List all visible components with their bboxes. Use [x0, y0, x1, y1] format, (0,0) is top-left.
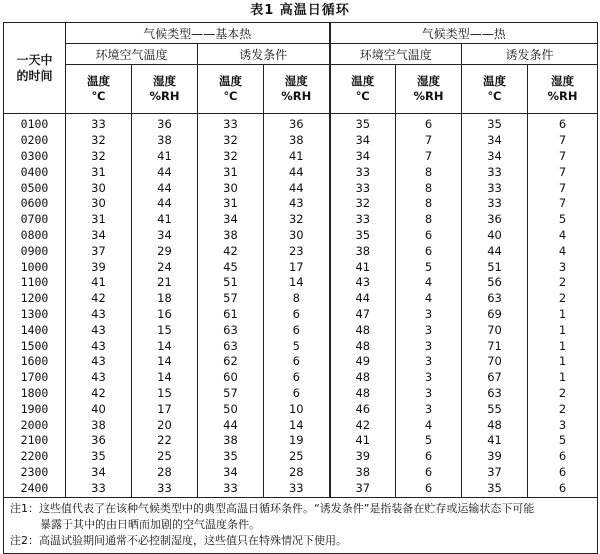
value-cell: 60: [198, 370, 264, 386]
temperature-unit-header: 温度 ℃: [330, 65, 396, 114]
table-row: [4, 164, 598, 180]
value-cell: 35: [462, 480, 528, 497]
value-cell: 29: [132, 243, 198, 259]
value-cell: 41: [264, 149, 330, 165]
table-row: [4, 307, 598, 323]
value-cell: 34: [198, 465, 264, 481]
value-cell: 44: [132, 180, 198, 196]
value-cell: 42: [330, 417, 396, 433]
value-cell: 51: [462, 259, 528, 275]
value-cell: 42: [66, 386, 132, 402]
value-cell: 2: [528, 291, 598, 307]
value-cell: 43: [264, 196, 330, 212]
table-row: [4, 180, 598, 196]
value-cell: 5: [396, 259, 462, 275]
value-cell: 30: [66, 180, 132, 196]
table-row: [4, 370, 598, 386]
value-cell: 32: [198, 149, 264, 165]
value-cell: 48: [330, 322, 396, 338]
value-cell: 2: [528, 386, 598, 402]
table-row: [4, 149, 598, 165]
value-cell: 43: [66, 370, 132, 386]
value-cell: 14: [264, 275, 330, 291]
value-cell: 1: [528, 322, 598, 338]
value-cell: 38: [264, 133, 330, 149]
value-cell: 33: [330, 180, 396, 196]
humidity-unit-header: 湿度 %RH: [132, 65, 198, 114]
value-cell: 33: [132, 480, 198, 497]
value-cell: 1: [528, 307, 598, 323]
value-cell: 4: [528, 228, 598, 244]
value-cell: 14: [132, 338, 198, 354]
value-cell: 30: [66, 196, 132, 212]
time-cell: 0200: [4, 133, 66, 149]
value-cell: 34: [198, 212, 264, 228]
table-row: [4, 401, 598, 417]
value-cell: 3: [396, 307, 462, 323]
time-cell: 0600: [4, 196, 66, 212]
value-cell: 4: [528, 243, 598, 259]
value-cell: 28: [264, 465, 330, 481]
value-cell: 57: [198, 386, 264, 402]
value-cell: 57: [198, 291, 264, 307]
value-cell: 44: [462, 243, 528, 259]
value-cell: 6: [396, 243, 462, 259]
value-cell: 44: [264, 180, 330, 196]
time-cell: 1000: [4, 259, 66, 275]
value-cell: 63: [462, 291, 528, 307]
value-cell: 38: [66, 417, 132, 433]
value-cell: 48: [462, 417, 528, 433]
value-cell: 46: [330, 401, 396, 417]
value-cell: 7: [528, 149, 598, 165]
time-cell: 1100: [4, 275, 66, 291]
value-cell: 24: [132, 259, 198, 275]
note-1-line-1: 注1：这些值代表了在该种气候类型中的典型高温日循环条件。“诱发条件”是指装备在贮存或运输状态下可能: [10, 502, 535, 516]
value-cell: 39: [66, 259, 132, 275]
value-cell: 7: [528, 164, 598, 180]
value-cell: 35: [462, 114, 528, 133]
subheader-induced-basic-hot: 诱发条件: [198, 44, 330, 65]
value-cell: 6: [264, 386, 330, 402]
subheader-ambient-hot: 环境空气温度: [330, 44, 462, 65]
value-cell: 31: [198, 164, 264, 180]
value-cell: 41: [330, 433, 396, 449]
value-cell: 45: [198, 259, 264, 275]
humidity-unit-header: 湿度 %RH: [528, 65, 598, 114]
value-cell: 4: [396, 417, 462, 433]
value-cell: 2: [528, 401, 598, 417]
value-cell: 32: [198, 133, 264, 149]
table-row: [4, 275, 598, 291]
value-cell: 8: [396, 164, 462, 180]
value-cell: 49: [330, 354, 396, 370]
table-row: [4, 212, 598, 228]
value-cell: 35: [198, 449, 264, 465]
table-row: [4, 243, 598, 259]
value-cell: 43: [330, 275, 396, 291]
humidity-unit-header: 湿度 %RH: [264, 65, 330, 114]
value-cell: 14: [132, 370, 198, 386]
time-cell: 0400: [4, 164, 66, 180]
value-cell: 31: [66, 212, 132, 228]
value-cell: 44: [132, 164, 198, 180]
value-cell: 35: [330, 114, 396, 133]
value-cell: 38: [132, 133, 198, 149]
table-row: [4, 322, 598, 338]
value-cell: 25: [264, 449, 330, 465]
value-cell: 70: [462, 354, 528, 370]
value-cell: 32: [330, 196, 396, 212]
table-row: [4, 465, 598, 481]
value-cell: 5: [528, 433, 598, 449]
time-cell: 2400: [4, 480, 66, 497]
value-cell: 42: [66, 291, 132, 307]
value-cell: 1: [528, 354, 598, 370]
value-cell: 55: [462, 401, 528, 417]
table-row: [4, 228, 598, 244]
value-cell: 41: [66, 275, 132, 291]
value-cell: 34: [132, 228, 198, 244]
value-cell: 70: [462, 322, 528, 338]
value-cell: 33: [462, 196, 528, 212]
value-cell: 38: [330, 465, 396, 481]
value-cell: 36: [132, 114, 198, 133]
value-cell: 63: [198, 322, 264, 338]
value-cell: 3: [396, 322, 462, 338]
time-cell: 1200: [4, 291, 66, 307]
value-cell: 6: [264, 322, 330, 338]
value-cell: 38: [330, 243, 396, 259]
value-cell: 34: [462, 133, 528, 149]
value-cell: 33: [264, 480, 330, 497]
value-cell: 40: [66, 401, 132, 417]
value-cell: 3: [396, 386, 462, 402]
time-cell: 0100: [4, 114, 66, 133]
table-notes: [4, 498, 598, 554]
value-cell: 3: [396, 338, 462, 354]
value-cell: 44: [198, 417, 264, 433]
value-cell: 34: [66, 228, 132, 244]
time-cell: 0700: [4, 212, 66, 228]
value-cell: 37: [330, 480, 396, 497]
value-cell: 6: [396, 228, 462, 244]
value-cell: 34: [330, 149, 396, 165]
time-cell: 2100: [4, 433, 66, 449]
value-cell: 6: [528, 114, 598, 133]
value-cell: 15: [132, 322, 198, 338]
value-cell: 6: [396, 465, 462, 481]
table-row: [4, 449, 598, 465]
time-cell: 0300: [4, 149, 66, 165]
time-cell: 1800: [4, 386, 66, 402]
value-cell: 1: [528, 338, 598, 354]
value-cell: 17: [132, 401, 198, 417]
table-row: [4, 354, 598, 370]
table-row: [4, 259, 598, 275]
table-row: [4, 386, 598, 402]
value-cell: 22: [132, 433, 198, 449]
time-cell: 1400: [4, 322, 66, 338]
value-cell: 18: [132, 291, 198, 307]
value-cell: 35: [330, 228, 396, 244]
group-header-basic-hot: 气候类型——基本热: [66, 23, 330, 44]
value-cell: 41: [330, 259, 396, 275]
value-cell: 33: [66, 114, 132, 133]
value-cell: 48: [330, 370, 396, 386]
value-cell: 3: [396, 401, 462, 417]
value-cell: 17: [264, 259, 330, 275]
value-cell: 39: [330, 449, 396, 465]
value-cell: 43: [66, 307, 132, 323]
time-of-day-header: 一天中 的时间: [4, 23, 66, 114]
value-cell: 34: [66, 465, 132, 481]
value-cell: 5: [528, 212, 598, 228]
value-cell: 8: [396, 212, 462, 228]
value-cell: 36: [462, 212, 528, 228]
value-cell: 6: [264, 354, 330, 370]
value-cell: 2: [528, 275, 598, 291]
value-cell: 48: [330, 338, 396, 354]
time-cell: 2000: [4, 417, 66, 433]
value-cell: 33: [462, 164, 528, 180]
value-cell: 32: [66, 133, 132, 149]
value-cell: 8: [396, 180, 462, 196]
value-cell: 62: [198, 354, 264, 370]
value-cell: 56: [462, 275, 528, 291]
value-cell: 37: [462, 465, 528, 481]
value-cell: 50: [198, 401, 264, 417]
value-cell: 15: [132, 386, 198, 402]
value-cell: 69: [462, 307, 528, 323]
value-cell: 5: [396, 433, 462, 449]
value-cell: 4: [396, 291, 462, 307]
value-cell: 8: [396, 196, 462, 212]
value-cell: 21: [132, 275, 198, 291]
temperature-unit-header: 温度 ℃: [198, 65, 264, 114]
value-cell: 63: [462, 386, 528, 402]
time-cell: 1900: [4, 401, 66, 417]
time-cell: 2300: [4, 465, 66, 481]
value-cell: 63: [198, 338, 264, 354]
value-cell: 7: [396, 133, 462, 149]
value-cell: 6: [264, 370, 330, 386]
time-cell: 2200: [4, 449, 66, 465]
value-cell: 33: [462, 180, 528, 196]
value-cell: 23: [264, 243, 330, 259]
value-cell: 41: [132, 149, 198, 165]
time-cell: 0500: [4, 180, 66, 196]
value-cell: 37: [66, 243, 132, 259]
value-cell: 67: [462, 370, 528, 386]
value-cell: 36: [264, 114, 330, 133]
value-cell: 32: [66, 149, 132, 165]
table-row: [4, 338, 598, 354]
value-cell: 71: [462, 338, 528, 354]
value-cell: 32: [264, 212, 330, 228]
value-cell: 35: [66, 449, 132, 465]
value-cell: 30: [264, 228, 330, 244]
value-cell: 7: [528, 196, 598, 212]
value-cell: 6: [396, 480, 462, 497]
value-cell: 40: [462, 228, 528, 244]
value-cell: 19: [264, 433, 330, 449]
note-2: 注2：高温试验期间通常不必控制湿度，这些值只在特殊情况下使用。: [10, 534, 347, 548]
value-cell: 44: [264, 164, 330, 180]
value-cell: 8: [264, 291, 330, 307]
value-cell: 33: [330, 164, 396, 180]
table-row: [4, 196, 598, 212]
value-cell: 16: [132, 307, 198, 323]
value-cell: 6: [396, 114, 462, 133]
time-cell: 0900: [4, 243, 66, 259]
subheader-induced-hot: 诱发条件: [462, 44, 598, 65]
value-cell: 41: [462, 433, 528, 449]
value-cell: 25: [132, 449, 198, 465]
value-cell: 33: [198, 114, 264, 133]
value-cell: 3: [396, 354, 462, 370]
table-title: 表1 高温日循环: [250, 3, 350, 18]
value-cell: 51: [198, 275, 264, 291]
value-cell: 6: [528, 480, 598, 497]
group-header-hot: 气候类型——热: [330, 23, 598, 44]
value-cell: 38: [198, 433, 264, 449]
table-row: [4, 433, 598, 449]
table-row: [4, 133, 598, 149]
value-cell: 41: [132, 212, 198, 228]
value-cell: 4: [396, 275, 462, 291]
value-cell: 6: [264, 307, 330, 323]
value-cell: 43: [66, 322, 132, 338]
value-cell: 14: [264, 417, 330, 433]
value-cell: 44: [132, 196, 198, 212]
value-cell: 5: [264, 338, 330, 354]
note-1-line-2: 暴露于其中的由日晒而加剧的空气温度条件。: [40, 518, 260, 532]
value-cell: 7: [528, 180, 598, 196]
value-cell: 3: [396, 370, 462, 386]
value-cell: 48: [330, 386, 396, 402]
value-cell: 28: [132, 465, 198, 481]
value-cell: 47: [330, 307, 396, 323]
value-cell: 1: [528, 370, 598, 386]
value-cell: 33: [330, 212, 396, 228]
subheader-ambient-basic-hot: 环境空气温度: [66, 44, 198, 65]
value-cell: 6: [528, 465, 598, 481]
value-cell: 3: [528, 259, 598, 275]
time-cell: 1600: [4, 354, 66, 370]
value-cell: 61: [198, 307, 264, 323]
value-cell: 36: [66, 433, 132, 449]
temperature-unit-header: 温度 ℃: [462, 65, 528, 114]
temperature-unit-header: 温度 ℃: [66, 65, 132, 114]
value-cell: 43: [66, 354, 132, 370]
time-cell: 1500: [4, 338, 66, 354]
table-row: [4, 480, 598, 497]
time-cell: 1300: [4, 307, 66, 323]
value-cell: 44: [330, 291, 396, 307]
value-cell: 33: [66, 480, 132, 497]
high-temperature-daily-cycle-table: [3, 22, 598, 554]
value-cell: 30: [198, 180, 264, 196]
table-row: [4, 114, 598, 133]
value-cell: 31: [198, 196, 264, 212]
value-cell: 31: [66, 164, 132, 180]
value-cell: 6: [528, 449, 598, 465]
value-cell: 33: [198, 480, 264, 497]
value-cell: 34: [462, 149, 528, 165]
value-cell: 39: [462, 449, 528, 465]
table-row: [4, 291, 598, 307]
value-cell: 43: [66, 338, 132, 354]
value-cell: 14: [132, 354, 198, 370]
value-cell: 34: [330, 133, 396, 149]
value-cell: 20: [132, 417, 198, 433]
value-cell: 3: [528, 417, 598, 433]
value-cell: 42: [198, 243, 264, 259]
value-cell: 38: [198, 228, 264, 244]
time-cell: 1700: [4, 370, 66, 386]
value-cell: 6: [396, 449, 462, 465]
table-row: [4, 417, 598, 433]
value-cell: 7: [528, 133, 598, 149]
value-cell: 10: [264, 401, 330, 417]
humidity-unit-header: 湿度 %RH: [396, 65, 462, 114]
time-cell: 0800: [4, 228, 66, 244]
value-cell: 7: [396, 149, 462, 165]
